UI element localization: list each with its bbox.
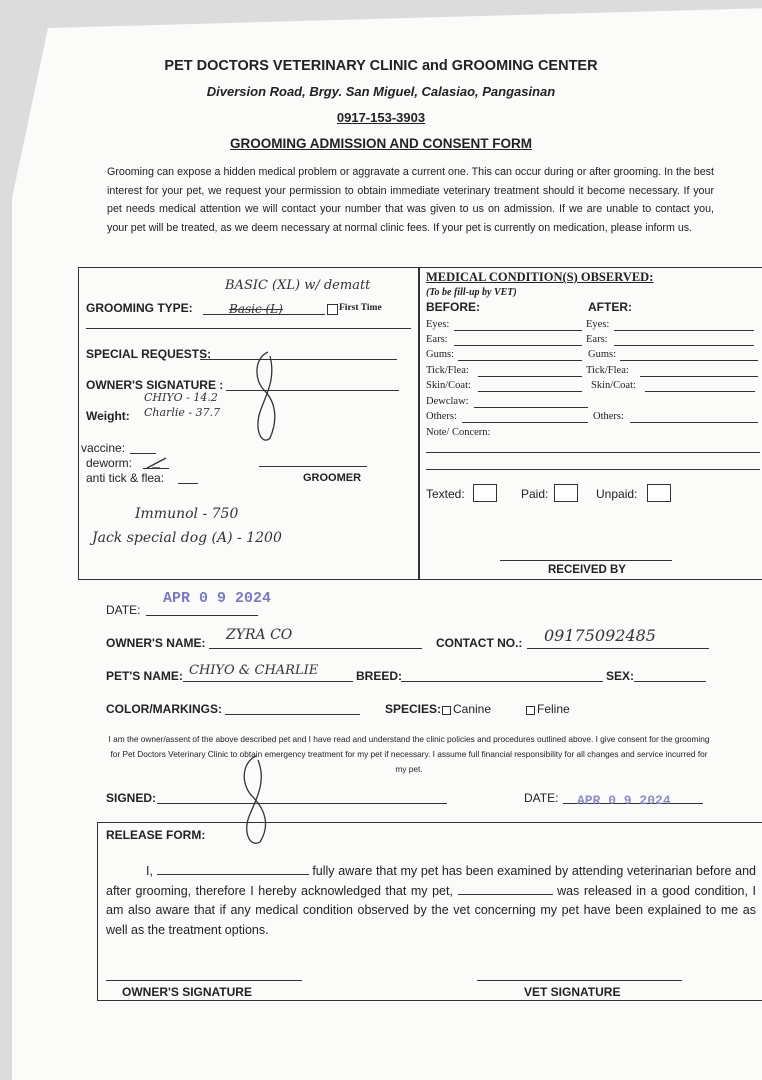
release-vet-sig-line xyxy=(477,980,682,981)
deworm-label: deworm: xyxy=(86,456,133,470)
med-before-eyes-line xyxy=(454,330,582,331)
unpaid-checkbox[interactable] xyxy=(647,484,671,502)
release-blank-1 xyxy=(157,874,309,875)
med-before-ears-line xyxy=(454,345,582,346)
before-label: BEFORE: xyxy=(426,300,480,314)
note-handwriting-2: Jack special dog (A) - 1200 xyxy=(92,530,282,546)
med-after-eyes: Eyes: xyxy=(586,319,610,330)
color-label: COLOR/MARKINGS: xyxy=(106,702,222,716)
release-owner-sig-line xyxy=(106,980,302,981)
sex-line xyxy=(634,681,706,682)
med-note-label: Note/ Concern: xyxy=(426,427,491,438)
received-by-line xyxy=(500,560,672,561)
grooming-type-second-line xyxy=(86,328,411,329)
release-owner-sig-label: OWNER'S SIGNATURE xyxy=(122,985,252,999)
med-after-tick-line xyxy=(640,376,758,377)
signed-line xyxy=(157,803,447,804)
species-label: SPECIES: xyxy=(385,702,442,716)
release-blank-2 xyxy=(458,894,553,895)
note-handwriting-1: Immunol - 750 xyxy=(135,506,239,522)
vaccine-line xyxy=(130,453,156,454)
consent-paragraph: I am the owner/assent of the above described pet and I have read and understand the clinic policies and procedures outlined above. I give consent for the grooming for Pet Doctors Veterinary Clinic to obtain emergency treatment for my pet if necessary. I assume full financial responsibility for all changes and service incurred for my pet. xyxy=(108,734,710,774)
med-after-ears-line xyxy=(614,345,754,346)
clinic-address: Diversion Road, Brgy. San Miguel, Calasiao, Pangasinan xyxy=(206,84,556,99)
med-note-line-2 xyxy=(426,469,760,470)
paid-checkbox[interactable] xyxy=(554,484,578,502)
med-after-gums-line xyxy=(620,360,758,361)
med-before-eyes: Eyes: xyxy=(426,319,450,330)
contact-label: CONTACT NO.: xyxy=(436,636,523,650)
release-text-c: was released in a good condition, I am also aware that if any medical condition observed by the vet concerning my pet have been explained to me as well as the treatment options. xyxy=(106,883,756,937)
med-before-ears: Ears: xyxy=(426,334,448,345)
texted-label: Texted: xyxy=(426,487,465,501)
feline-checkbox[interactable] xyxy=(526,706,535,715)
owner-name-label: OWNER'S NAME: xyxy=(106,636,206,650)
med-after-others: Others: xyxy=(593,411,624,422)
special-requests-line xyxy=(200,359,397,360)
signed-label: SIGNED: xyxy=(106,791,157,805)
med-dewclaw: Dewclaw: xyxy=(426,396,469,407)
med-before-tick-line xyxy=(478,376,582,377)
intro-paragraph: Grooming can expose a hidden medical problem or aggravate a current one. This can occur during or after grooming. In the best interest for your pet, we request your permission to obtain immediate veterinary treatment should it become necessary. If your pet needs medical attention we will contact your number that was given to us on admission. If we are unable to contact you, your pet will be treated, as we deem necessary at normal clinic fees. If your pet is currently on medication, please inform us. xyxy=(107,166,714,234)
form-title: GROOMING ADMISSION AND CONSENT FORM xyxy=(230,136,532,151)
clinic-phone: 0917-153-3903 xyxy=(336,110,426,125)
med-after-skin-line xyxy=(645,391,755,392)
med-note-line-1 xyxy=(426,452,760,453)
med-after-gums: Gums: xyxy=(588,349,617,360)
med-before-tick: Tick/Flea: xyxy=(426,365,469,376)
date-label: DATE: xyxy=(106,603,141,617)
grooming-type-label: GROOMING TYPE: xyxy=(86,301,193,315)
med-before-skin: Skin/Coat: xyxy=(426,380,471,391)
contact-line xyxy=(527,648,709,649)
release-text-b: fully aware that my pet has been examined by attending veterinarian before and after grooming, therefore I hereby acknowledged that my pet, xyxy=(106,864,756,898)
weight-label: Weight: xyxy=(86,409,130,423)
owner-signature-scribble xyxy=(246,350,286,445)
med-before-others-line xyxy=(462,422,588,423)
medical-subtitle: (To be fill-up by VET) xyxy=(426,287,517,298)
vaccine-label: vaccine: xyxy=(81,441,126,455)
breed-label: BREED: xyxy=(356,669,403,683)
signed-date-stamp: APR 0 9 2024 xyxy=(577,793,671,808)
first-time-checkbox[interactable] xyxy=(327,304,338,315)
release-text-a: I, xyxy=(146,864,153,878)
med-before-others: Others: xyxy=(426,411,457,422)
received-by-label: RECEIVED BY xyxy=(548,564,626,576)
medical-title: MEDICAL CONDITION(S) OBSERVED: xyxy=(426,270,654,284)
release-paragraph xyxy=(106,862,756,940)
date-stamp: APR 0 9 2024 xyxy=(163,590,272,607)
signed-date-label: DATE: xyxy=(524,791,559,805)
med-after-others-line xyxy=(630,422,758,423)
med-after-tick: Tick/Flea: xyxy=(586,365,629,376)
owner-name-value: ZYRA CO xyxy=(226,627,293,643)
clinic-name: PET DOCTORS VETERINARY CLINIC and GROOMING CENTER xyxy=(164,58,598,74)
pet-name-label: PET'S NAME: xyxy=(106,669,183,683)
canine-label: Canine xyxy=(453,702,492,716)
med-before-skin-line xyxy=(478,391,582,392)
owner-signature-label: OWNER'S SIGNATURE : xyxy=(86,378,224,392)
release-form-title: RELEASE FORM: xyxy=(106,828,206,842)
grooming-type-handwriting-1: BASIC (XL) w/ dematt xyxy=(225,278,371,293)
first-time-label: First Time xyxy=(339,303,382,313)
med-before-gums-line xyxy=(458,360,582,361)
med-before-gums: Gums: xyxy=(426,349,455,360)
owner-name-line xyxy=(209,648,422,649)
date-line xyxy=(146,615,258,616)
anti-tick-line xyxy=(178,483,198,484)
canine-checkbox[interactable] xyxy=(442,706,451,715)
deworm-check-mark xyxy=(146,456,168,470)
anti-tick-label: anti tick & flea: xyxy=(86,471,165,485)
feline-label: Feline xyxy=(537,702,570,716)
color-line xyxy=(225,714,360,715)
special-requests-label: SPECIAL REQUESTS: xyxy=(86,347,212,361)
med-after-eyes-line xyxy=(614,330,754,331)
paid-label: Paid: xyxy=(521,487,549,501)
groomer-line xyxy=(259,466,367,467)
release-vet-sig-label: VET SIGNATURE xyxy=(524,985,621,999)
pet-name-line xyxy=(183,681,353,682)
texted-checkbox[interactable] xyxy=(473,484,497,502)
med-after-ears: Ears: xyxy=(586,334,608,345)
med-dewclaw-line xyxy=(474,407,588,408)
groomer-label: GROOMER xyxy=(303,472,362,484)
weight-handwriting-1: CHIYO - 14.2 xyxy=(144,391,218,404)
pet-name-value: CHIYO & CHARLIE xyxy=(189,663,319,678)
weight-handwriting-2: Charlie - 37.7 xyxy=(144,406,221,419)
unpaid-label: Unpaid: xyxy=(596,487,638,501)
after-label: AFTER: xyxy=(588,300,632,314)
sex-label: SEX: xyxy=(606,669,635,683)
grooming-type-handwriting-2: Basic (L) xyxy=(229,302,283,316)
med-after-skin: Skin/Coat: xyxy=(591,380,636,391)
contact-value: 09175092485 xyxy=(544,626,656,645)
breed-line xyxy=(401,681,603,682)
